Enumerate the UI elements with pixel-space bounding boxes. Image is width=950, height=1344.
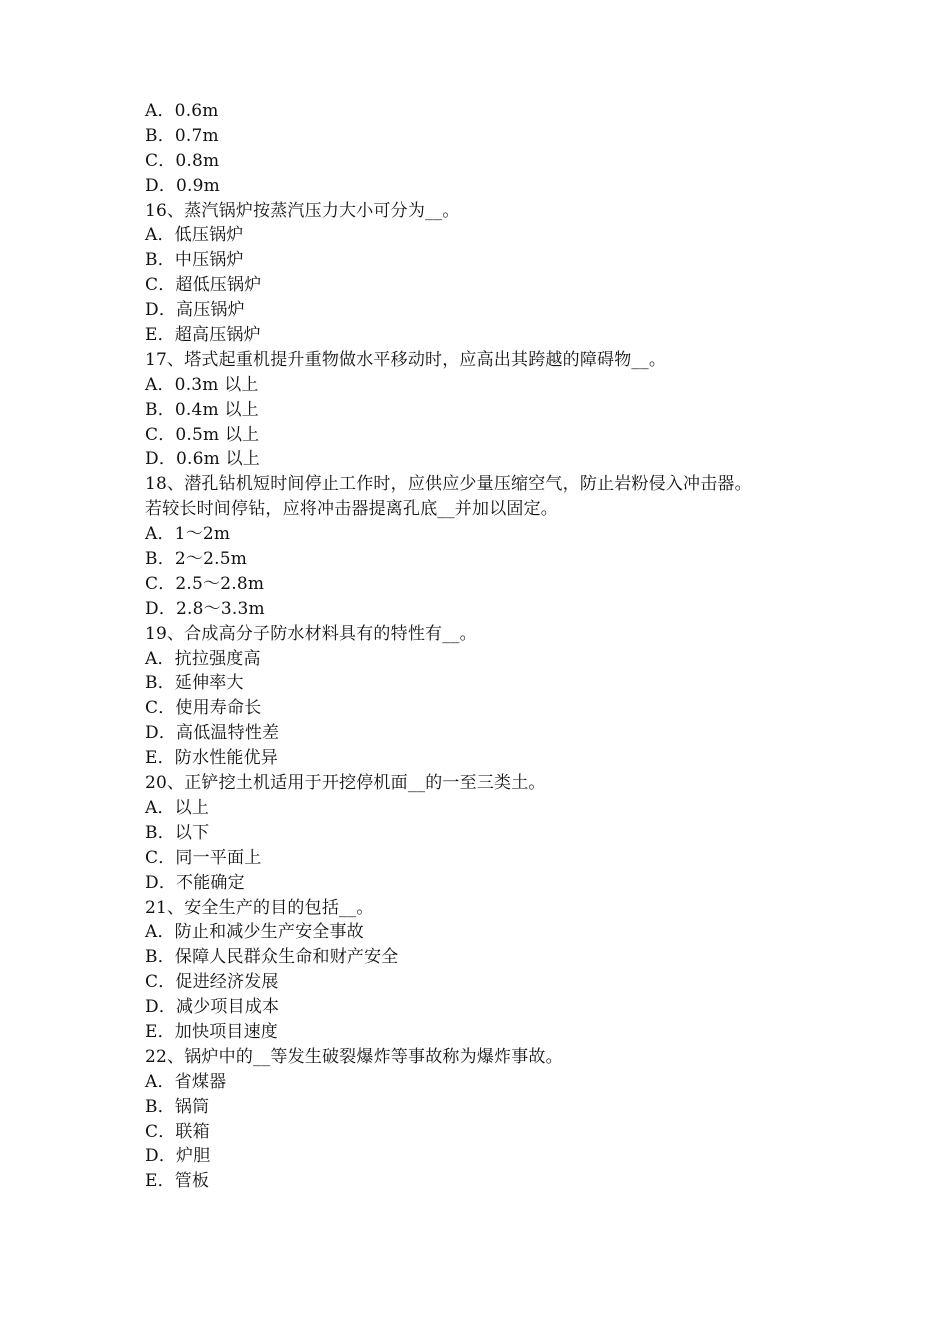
answer-option: D．高压锅炉 <box>145 300 245 321</box>
answer-option: D．炉胆 <box>145 1146 211 1167</box>
answer-option: C．0.5m 以上 <box>145 424 260 445</box>
answer-option: C．2.5～2.8m <box>145 573 265 594</box>
answer-option: B．0.7m <box>145 125 219 146</box>
answer-option: A．以上 <box>145 797 210 818</box>
answer-option: E．管板 <box>145 1171 210 1192</box>
question-text: 16、蒸汽锅炉按蒸汽压力大小可分为__。 <box>145 200 460 221</box>
answer-option: B．以下 <box>145 822 210 843</box>
answer-option: D．0.6m 以上 <box>145 449 260 470</box>
answer-option: E．防水性能优异 <box>145 748 279 769</box>
answer-option: C．0.8m <box>145 150 220 171</box>
question-text: 若较长时间停钻，应将冲击器提离孔底__并加以固定。 <box>145 499 558 520</box>
answer-option: B．保障人民群众生命和财产安全 <box>145 947 399 968</box>
question-text: 17、塔式起重机提升重物做水平移动时，应高出其跨越的障碍物__。 <box>145 349 667 370</box>
question-text: 22、锅炉中的__等发生破裂爆炸等事故称为爆炸事故。 <box>145 1046 563 1067</box>
answer-option: D．0.9m <box>145 175 220 196</box>
answer-option: C．超低压锅炉 <box>145 275 262 296</box>
answer-option: D．减少项目成本 <box>145 997 280 1018</box>
answer-option: E．加快项目速度 <box>145 1021 279 1042</box>
answer-option: B．延伸率大 <box>145 673 244 694</box>
answer-option: D．不能确定 <box>145 872 245 893</box>
answer-option: A．低压锅炉 <box>145 225 244 246</box>
question-text: 20、正铲挖土机适用于开挖停机面__的一至三类土。 <box>145 773 546 794</box>
answer-option: D．2.8～3.3m <box>145 598 265 619</box>
exam-question-list <box>145 99 845 1194</box>
answer-option: A．省煤器 <box>145 1071 227 1092</box>
question-text: 19、合成高分子防水材料具有的特性有__。 <box>145 623 477 644</box>
answer-option: A．抗拉强度高 <box>145 648 261 669</box>
answer-option: B．2～2.5m <box>145 549 248 570</box>
answer-option: C．使用寿命长 <box>145 698 262 719</box>
answer-option: C．联箱 <box>145 1121 210 1142</box>
answer-option: C．促进经济发展 <box>145 972 279 993</box>
answer-option: C．同一平面上 <box>145 847 262 868</box>
answer-option: A．0.3m 以上 <box>145 374 259 395</box>
answer-option: B．锅筒 <box>145 1096 210 1117</box>
answer-option: B．中压锅炉 <box>145 250 244 271</box>
answer-option: E．超高压锅炉 <box>145 325 261 346</box>
question-text: 18、潜孔钻机短时间停止工作时，应供应少量压缩空气，防止岩粉侵入冲击器。 <box>145 474 752 495</box>
answer-option: A．防止和减少生产安全事故 <box>145 922 364 943</box>
answer-option: D．高低温特性差 <box>145 723 280 744</box>
answer-option: A．0.6m <box>145 101 219 121</box>
question-text: 21、安全生产的目的包括__。 <box>145 897 374 918</box>
answer-option: A．1～2m <box>145 524 231 545</box>
answer-option: B．0.4m 以上 <box>145 399 259 420</box>
